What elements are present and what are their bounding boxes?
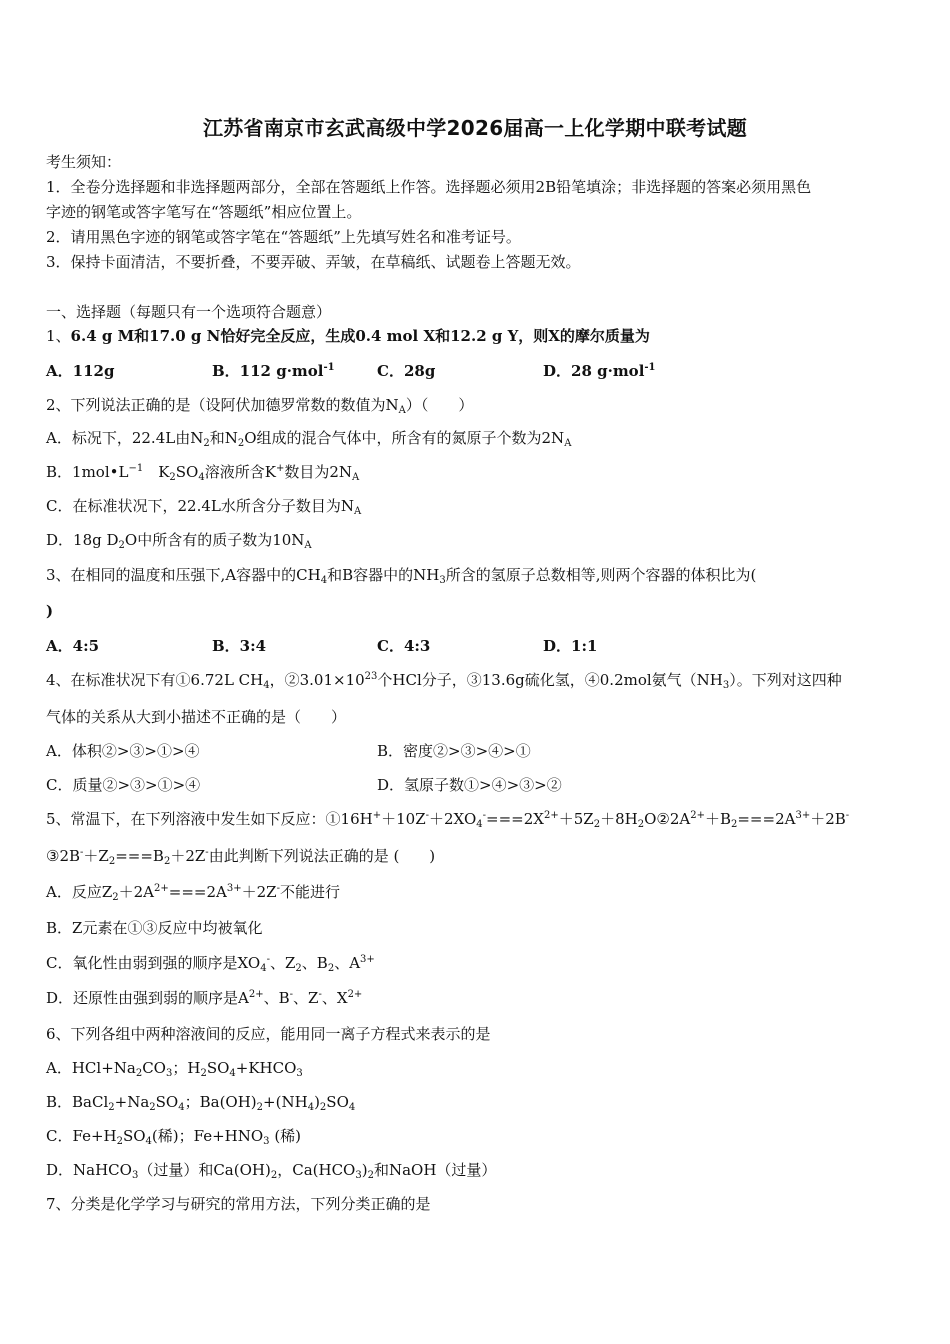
q6-option-a[interactable]: A．$HCl+Na_2CO_3$；$H_2SO_4+KHCO_3$ [46, 1059, 303, 1079]
q4-option-d[interactable]: D．氢原子数①>④>③>② [377, 776, 562, 794]
question-2: 2、下列说法正确的是（设阿伏加德罗常数的数值为$N_A$）（ ） [46, 396, 474, 416]
q3-option-c[interactable]: C．4:3 [377, 637, 431, 655]
notice-heading: 考生须知： [46, 153, 122, 171]
q1-stem: 6.4 g M和17.0 g N恰好完全反应，生成0.4 mol X和12.2 g Y，则X的摩尔质量为 [70, 327, 650, 345]
q3-option-a[interactable]: A．4:5 [46, 637, 100, 655]
question-3-end: ) [46, 602, 54, 620]
notice-item-1: 1．全卷分选择题和非选择题两部分，全部在答题纸上作答。选择题必须用2B铅笔填涂；非选择题的答案必须用黑色 [46, 178, 812, 196]
q4-option-a[interactable]: A．体积②>③>①>④ [46, 742, 200, 760]
q6-option-b[interactable]: B．$BaCl_2+Na_2SO_4$；$Ba(OH)_2+(NH_4)_2SO_4$ [46, 1093, 356, 1113]
q5-option-a[interactable]: A．反应$Z_2+2A^{2+}===2A^{3+}+2Z^-$不能进行 [46, 883, 340, 903]
question-3: 3、在相同的温度和压强下,A容器中的$CH_4$和B容器中的$NH_3$所含的氢原子总数相等,则两个容器的体积比为( [46, 566, 757, 586]
question-7: 7、分类是化学学习与研究的常用方法，下列分类正确的是 [46, 1195, 431, 1213]
page-title: 江苏省南京市玄武高级中学2026届高一上化学期中联考试题 [202, 116, 748, 140]
q5-option-c[interactable]: C．氧化性由弱到强的顺序是$XO_4^-$、$Z_2$、$B_2$、$A^{3+}$ [46, 954, 375, 974]
q3-option-d[interactable]: D．1:1 [543, 637, 598, 655]
question-5-cont: $③2B^-+Z_2===B_2+2Z^-$由此判断下列说法正确的是 ( ) [46, 847, 436, 867]
q2-option-b[interactable]: B．$1mol•L^{-1}$ $K_2SO_4$溶液所含K+数目为$2N_A$ [46, 463, 360, 483]
question-6: 6、下列各组中两种溶液间的反应，能用同一离子方程式来表示的是 [46, 1025, 491, 1043]
q5-option-d[interactable]: D．还原性由强到弱的顺序是$A^{2+}$、B-、Z-、$X^{2+}$ [46, 989, 363, 1007]
q1-number: 1、 [46, 327, 71, 345]
notice-item-3: 3．保持卡面清洁，不要折叠，不要弄破、弄皱，在草稿纸、试题卷上答题无效。 [46, 253, 581, 271]
q6-option-d[interactable]: D．NaHCO$_3$（过量）和$Ca(OH)_2$，$Ca(HCO_3)_2$和NaOH（过量） [46, 1161, 497, 1181]
q3-option-b[interactable]: B．3:4 [212, 637, 267, 655]
q1-option-c[interactable]: C．28g [377, 362, 436, 380]
section-heading: 一、选择题（每题只有一个选项符合题意） [46, 303, 332, 321]
q6-option-c[interactable]: C．$Fe+H_2SO_4$(稀)；$Fe+HNO_3$ (稀) [46, 1127, 302, 1147]
question-4-cont: 气体的关系从大到小描述不正确的是（ ） [46, 708, 347, 726]
notice-item-1-cont: 字迹的钢笔或答字笔写在“答题纸”相应位置上。 [46, 203, 362, 221]
q1-option-b[interactable]: B．112 g·mol$^{-1}$ [212, 362, 335, 380]
q2-option-d[interactable]: D．18g $D_2O$中所含有的质子数为$10N_A$ [46, 531, 312, 551]
question-4: 4、在标准状况下有①6.72L $CH_4$，$②3.01\times 10^{23}$个HCl分子，③13.6g硫化氢，④0.2mol氨气$(NH_3)$。下列对这四种 [46, 671, 842, 691]
question-5: 5、常温下，在下列溶液中发生如下反应：$①16H^++10Z^-+2XO_4^-===2X^{2+}+5Z_2+8H_2O②2A^{2+}+B_2===2A^{3+}+2B^-$ [46, 810, 850, 830]
notice-item-2: 2．请用黑色字迹的钢笔或答字笔在“答题纸”上先填写姓名和准考证号。 [46, 228, 521, 246]
q2-option-a[interactable]: A．标况下，22.4L由$N_2$和$N_2O$组成的混合气体中，所含有的氮原子个数为$2N_A$ [46, 429, 572, 449]
q4-option-b[interactable]: B．密度②>③>④>① [377, 742, 531, 760]
q5-option-b[interactable]: B．Z元素在①③反应中均被氧化 [46, 919, 263, 937]
question-1 [46, 326, 650, 346]
q1-option-d[interactable]: D．28 g·mol$^{-1}$ [543, 362, 656, 380]
q4-option-c[interactable]: C．质量②>③>①>④ [46, 776, 201, 794]
q1-option-a[interactable]: A．112g [46, 362, 115, 380]
q2-option-c[interactable]: C．在标准状况下，22.4L水所含分子数目为$N_A$ [46, 497, 362, 517]
